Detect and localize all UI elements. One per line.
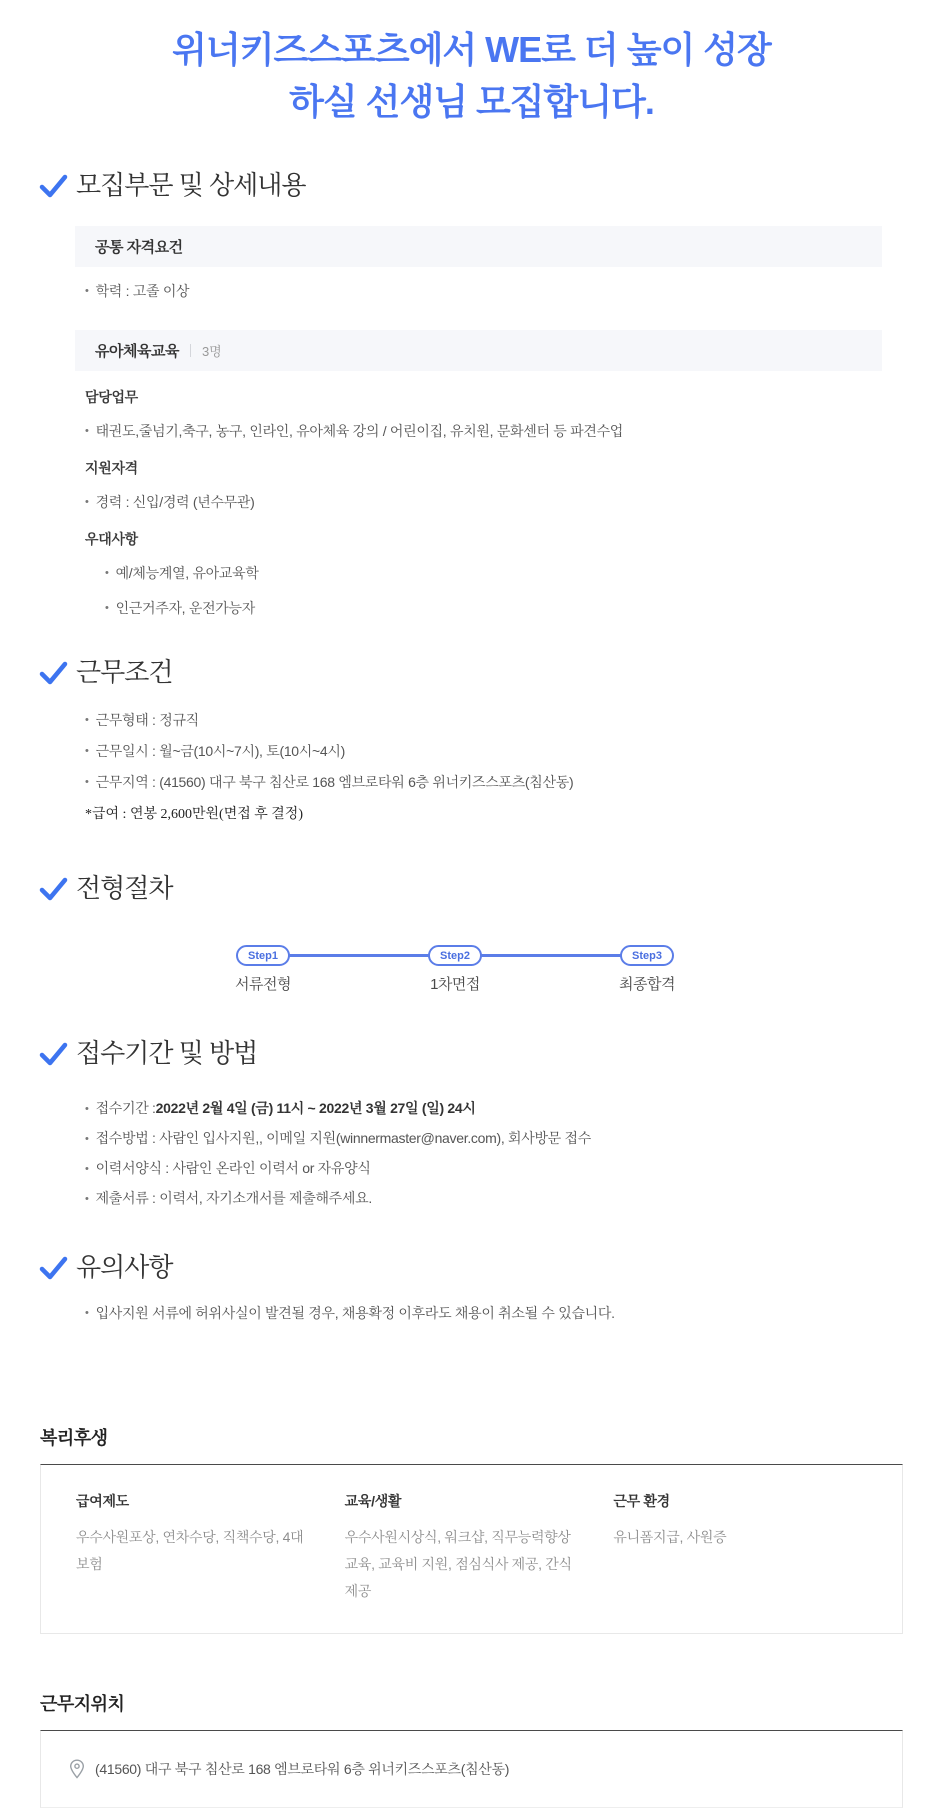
- check-icon: [40, 877, 67, 901]
- common-requirements-box: [75, 226, 882, 267]
- process-steps: [208, 945, 702, 994]
- benefit-column-title: 교육/생활: [344, 1493, 402, 1509]
- condition-item: • 근무형태 : 정규직: [85, 709, 943, 731]
- documents-item: • 제출서류 : 이력서, 자기소개서를 제출해주세요.: [85, 1188, 943, 1210]
- section-conditions-heading: [40, 655, 903, 689]
- location-box: [40, 1730, 903, 1808]
- page-title-line1: 위너키즈스포츠에서 WE로 더 높이 성장: [172, 29, 771, 70]
- check-icon: [40, 661, 67, 685]
- check-icon: [40, 1256, 67, 1280]
- conditions-list: [0, 709, 943, 827]
- step-badge: Step1: [236, 945, 290, 966]
- workplace-address: (41560) 대구 북구 침산로 168 엠브로타워 6층 위너키즈스포츠(침산동): [95, 1761, 510, 1777]
- preference-item: • 예/체능계열, 유아교육학: [105, 562, 943, 584]
- condition-item: • 근무일시 : 월~금(10시~7시), 토(10시~4시): [85, 740, 943, 762]
- section-recruit-heading: [40, 168, 903, 202]
- preference-item: • 인근거주자, 운전가능자: [105, 597, 943, 619]
- process-step-2: [400, 945, 510, 994]
- qualification-title: 지원자격: [85, 460, 138, 476]
- check-icon: [40, 174, 67, 198]
- resume-format-item: • 이력서양식 : 사람인 온라인 이력서 or 자유양식: [85, 1158, 943, 1180]
- benefit-column-education: [345, 1491, 614, 1605]
- process-step-3: [592, 945, 702, 994]
- section-process-heading: [40, 871, 903, 905]
- benefit-column-environment: [613, 1491, 882, 1605]
- notice-list: [0, 1302, 943, 1324]
- step-badge: Step3: [620, 945, 674, 966]
- apply-period-value: 2022년 2월 4일 (금) 11시 ~ 2022년 3월 27일 (일) 24시: [155, 1100, 476, 1116]
- salary-note: *급여 : 연봉 2,600만원(면접 후 결정): [85, 807, 303, 822]
- section-title: 유의사항: [76, 1252, 173, 1282]
- benefits-heading: 복리후생: [40, 1428, 108, 1448]
- step-label: 서류전형: [235, 976, 291, 993]
- benefits-box: [40, 1464, 903, 1634]
- duty-item: • 태권도,줄넘기,축구, 농구, 인라인, 유아체육 강의 / 어린이집, 유치원, 문화센터 등 파견수업: [85, 420, 943, 442]
- qualification-item: • 경력 : 신입/경력 (년수무관): [85, 491, 943, 513]
- process-step-1: [208, 945, 318, 994]
- notice-item: • 입사지원 서류에 허위사실이 발견될 경우, 채용확정 이후라도 채용이 취소될 수 있습니다.: [85, 1302, 943, 1324]
- section-title: 전형절차: [76, 873, 173, 903]
- page-title-line2: 하실 선생님 모집합니다.: [289, 81, 654, 122]
- section-notice-heading: [40, 1250, 903, 1284]
- divider: [190, 344, 191, 357]
- job-position-title: 유아체육교육: [95, 343, 179, 360]
- benefit-column-content: 우수사원시상식, 워크샵, 직무능력향상교육, 교육비 지원, 점심식사 제공, 간식 제공: [344, 1529, 572, 1599]
- section-title: 접수기간 및 방법: [76, 1038, 258, 1068]
- section-apply-heading: [40, 1036, 903, 1070]
- benefit-column-content: 우수사원포상, 연차수당, 직책수당, 4대 보험: [76, 1529, 304, 1572]
- step-label: 최종합격: [619, 976, 675, 993]
- step-badge: Step2: [428, 945, 482, 966]
- duty-title: 담당업무: [85, 389, 138, 405]
- location-pin-icon: [69, 1759, 85, 1779]
- location-heading: 근무지위치: [40, 1694, 125, 1714]
- benefit-column-pay: [76, 1491, 345, 1605]
- job-position-box: [75, 330, 882, 371]
- check-icon: [40, 1042, 67, 1066]
- benefit-column-title: 급여제도: [76, 1493, 129, 1509]
- section-title: 근무조건: [76, 657, 173, 687]
- apply-list: [0, 1098, 943, 1210]
- condition-item: • 근무지역 : (41560) 대구 북구 침산로 168 엠브로타워 6층 위너키즈스포츠(침산동): [85, 771, 943, 793]
- benefit-column-title: 근무 환경: [613, 1493, 670, 1509]
- step-label: 1차면접: [430, 976, 480, 993]
- apply-period-item: [85, 1098, 943, 1120]
- page-title: [0, 0, 943, 128]
- headcount-badge: 3명: [201, 344, 222, 359]
- preference-title: 우대사항: [85, 531, 138, 547]
- common-requirement-item: • 학력 : 고졸 이상: [85, 280, 943, 302]
- apply-method-item: • 접수방법 : 사람인 입사지원,, 이메일 지원(winnermaster@naver.com), 회사방문 접수: [85, 1128, 943, 1150]
- apply-period-label: • 접수기간 :: [95, 1100, 156, 1116]
- benefit-column-content: 유니폼지급, 사원증: [613, 1529, 727, 1545]
- common-requirements-title: 공통 자격요건: [95, 239, 183, 256]
- section-title: 모집부문 및 상세내용: [76, 170, 306, 200]
